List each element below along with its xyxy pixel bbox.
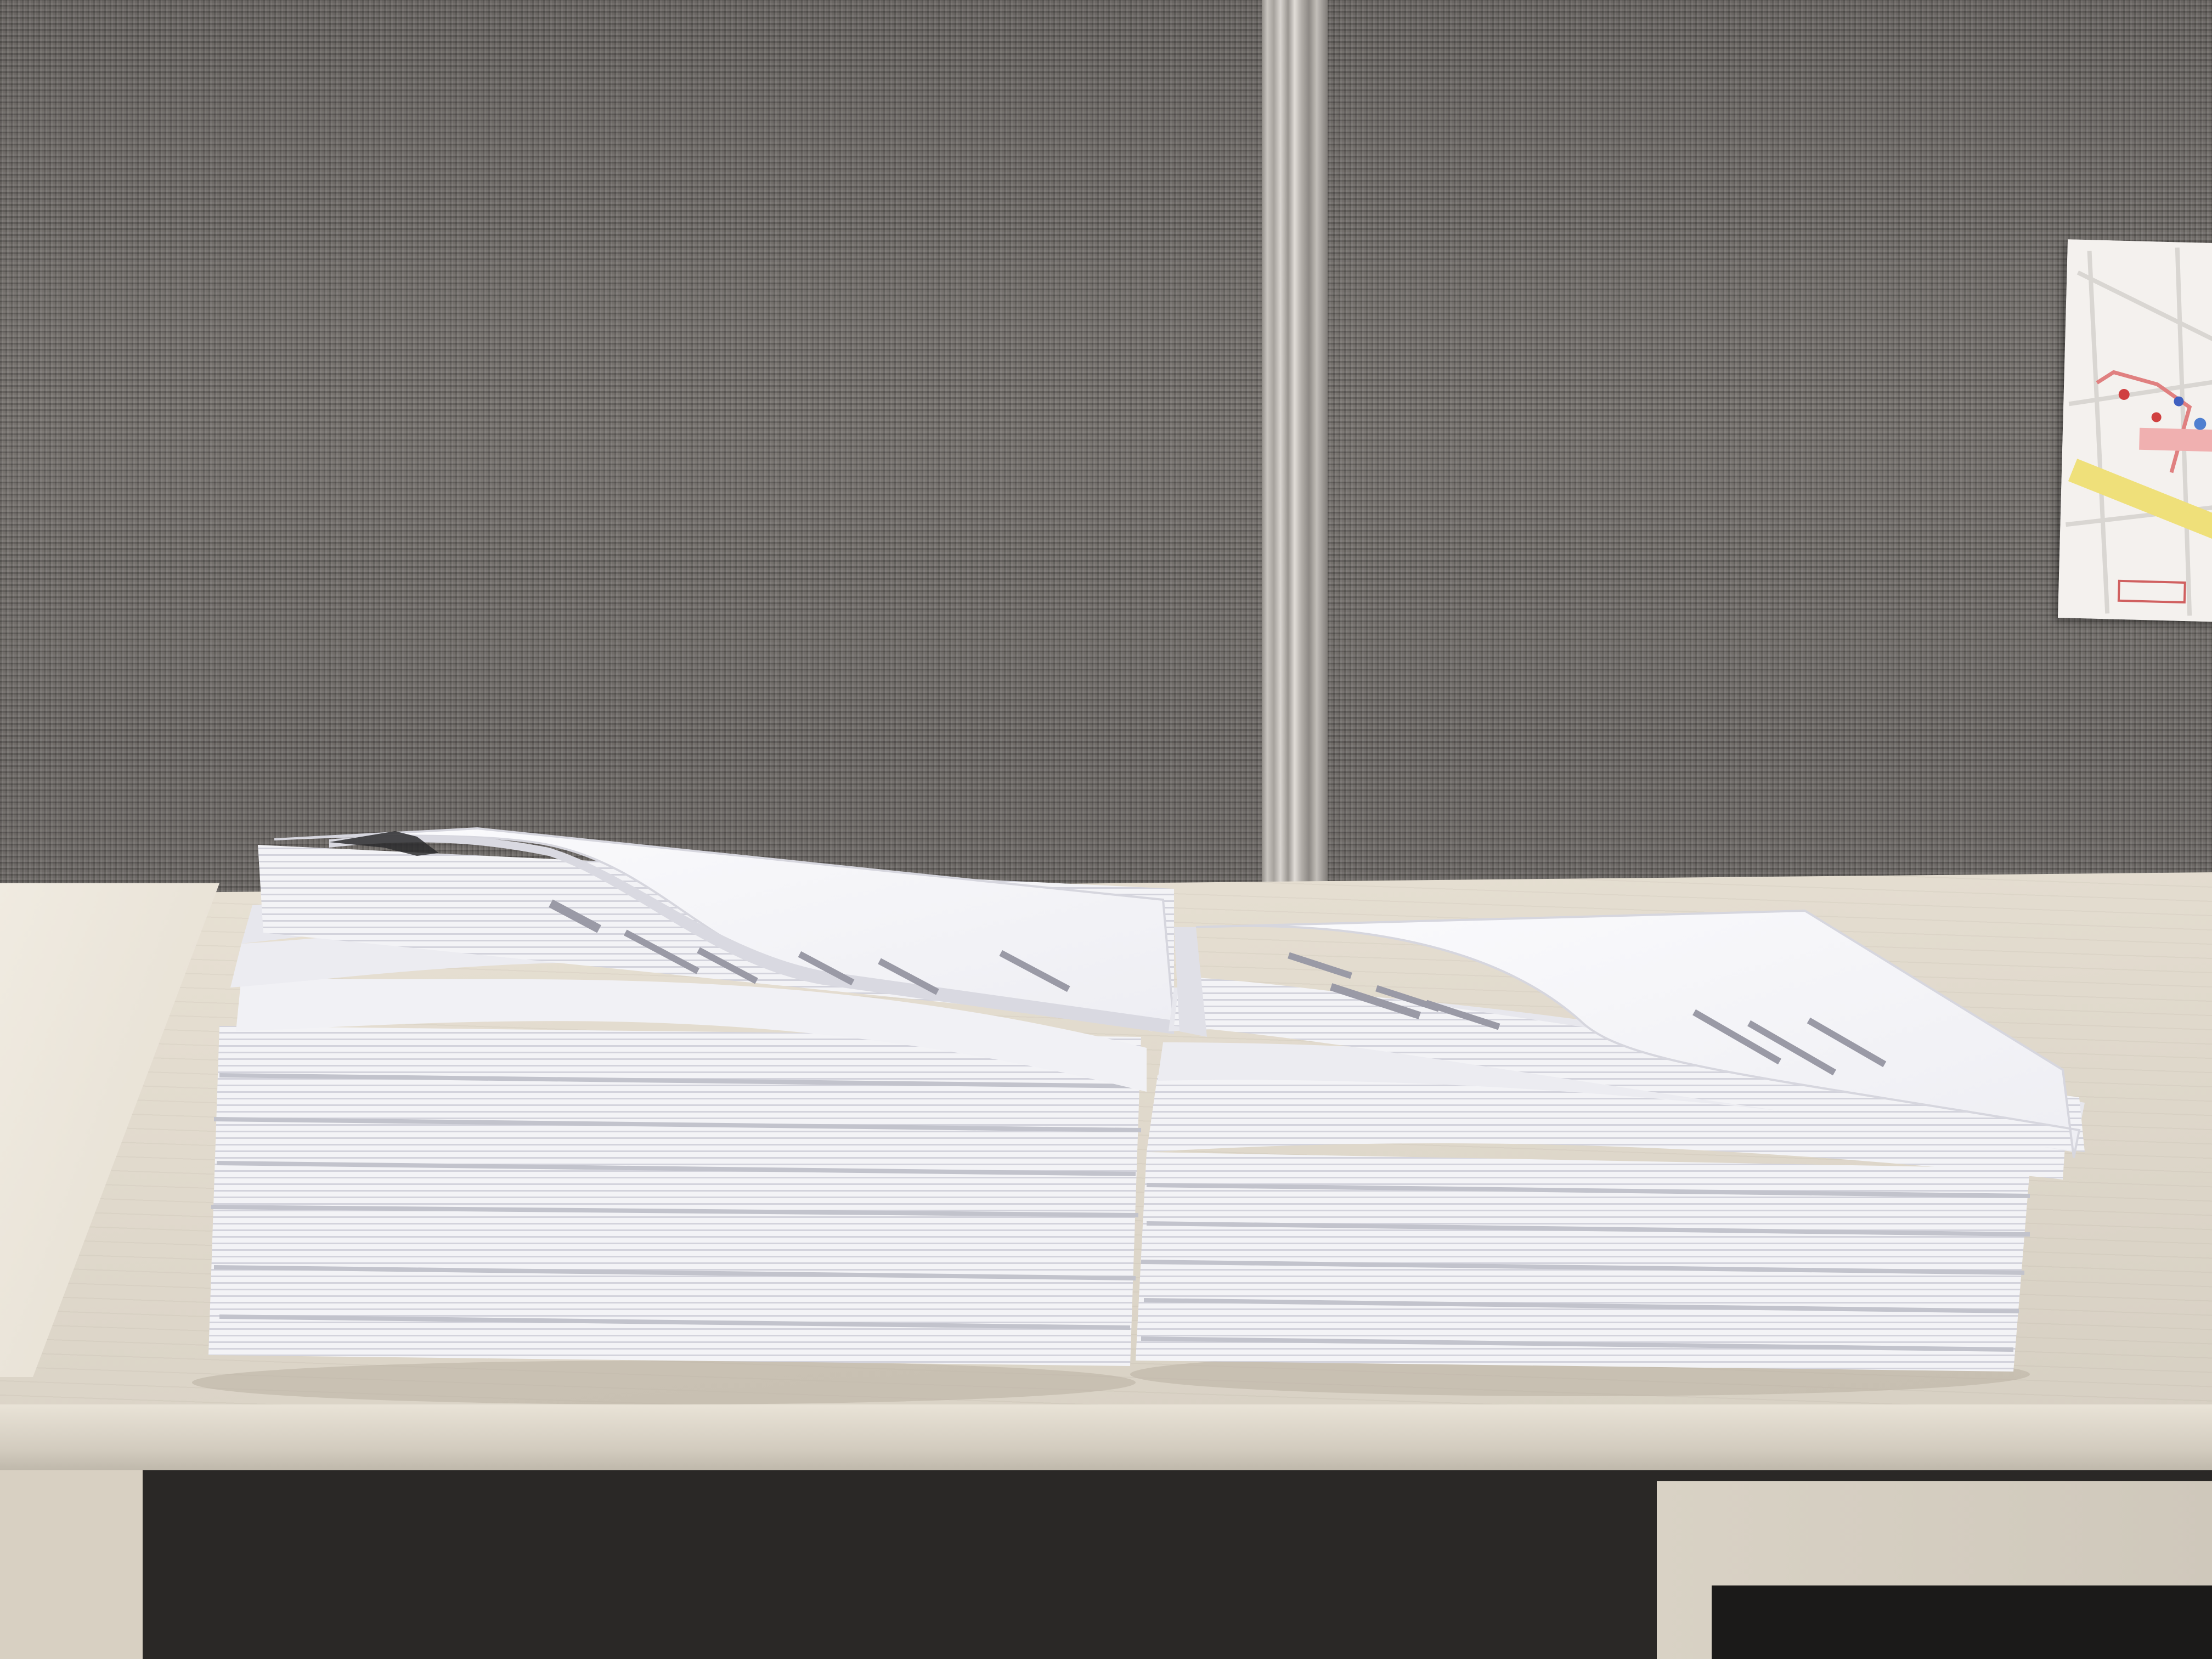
left-stack-shadow	[192, 1361, 1136, 1404]
paper-stack-right	[1136, 911, 2085, 1372]
paper-stack-left	[208, 828, 1174, 1366]
